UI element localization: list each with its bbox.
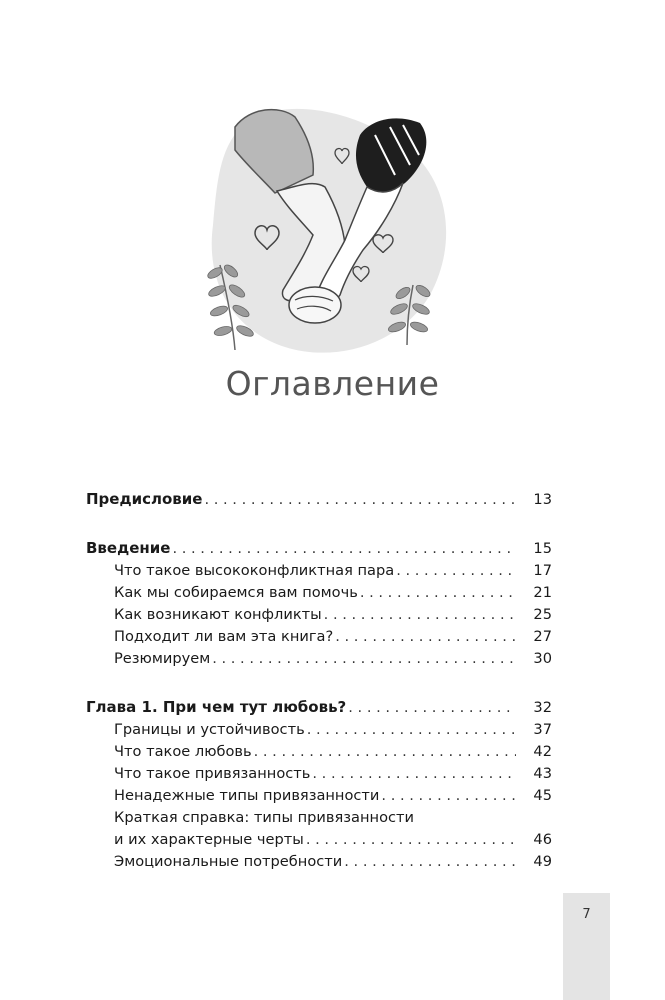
toc-entry-page: 25 [533,606,552,623]
toc-entry-title: Предисловие [86,490,203,508]
toc-entry-title: Ненадежные типы привязанности [114,787,380,804]
toc-section-entry[interactable] [86,604,552,626]
toc-dot-leader [172,538,516,560]
toc-gap [86,670,552,696]
toc-entry-page: 49 [533,853,552,870]
toc-section-entry[interactable] [86,626,552,648]
toc-entry-page: 21 [533,584,552,601]
toc-entry-label-line: Краткая справка: типы привязанности [114,809,415,826]
toc-entry-page: 46 [533,831,552,848]
toc-entry-page: 42 [533,743,552,760]
toc-chapter-entry[interactable] [86,537,552,560]
toc-entry-title: и их характерные черты [114,831,304,848]
page-number: 7 [582,907,591,922]
toc-section-entry[interactable] [86,851,552,873]
toc-section-entry[interactable] [86,560,552,582]
toc-dot-leader [204,489,516,511]
toc-entry-title: Как мы собираемся вам помочь [114,584,358,601]
toc-entry-title: Эмоциональные потребности [114,853,343,870]
toc-dot-leader [360,582,516,604]
toc-entry-title: Границы и устойчивость [114,721,305,738]
toc-gap [86,511,552,537]
toc-dot-leader [306,829,516,851]
toc-entry-page: 15 [533,540,552,557]
table-of-contents [86,488,552,873]
toc-dot-leader [335,626,516,648]
holding-hands-illustration [195,95,460,365]
toc-dot-leader [324,604,516,626]
toc-section-entry[interactable] [86,719,552,741]
toc-chapter-entry[interactable] [86,488,552,511]
toc-section-entry[interactable] [86,829,552,851]
clasped-hands-shape [289,287,341,323]
toc-entry-page: 30 [533,650,552,667]
toc-dot-leader [212,648,516,670]
toc-dot-leader [396,560,516,582]
toc-dot-leader [307,719,516,741]
toc-entry-page: 13 [533,491,552,508]
toc-section-entry[interactable] [86,785,552,807]
toc-dot-leader [348,697,516,719]
toc-entry-page: 43 [533,765,552,782]
toc-entry-page: 37 [533,721,552,738]
toc-entry-title: Резюмируем [114,650,211,667]
toc-entry-page: 27 [533,628,552,645]
toc-entry-page: 17 [533,562,552,579]
page-number-tab [563,893,610,1000]
toc-section-entry[interactable] [86,741,552,763]
toc-section-entry[interactable] [86,648,552,670]
toc-entry-title: Подходит ли вам эта книга? [114,628,334,645]
toc-entry-page: 32 [533,699,552,716]
toc-entry-title: Что такое привязанность [114,765,311,782]
toc-dot-leader [254,741,516,763]
toc-entry-page: 45 [533,787,552,804]
toc-section-entry[interactable] [86,582,552,604]
toc-entry-title: Глава 1. При чем тут любовь? [86,698,347,716]
toc-entry-title: Введение [86,539,171,557]
toc-chapter-entry[interactable] [86,696,552,719]
toc-section-entry[interactable] [86,763,552,785]
page-title: Оглавление [225,364,440,403]
toc-dot-leader [344,851,516,873]
toc-dot-leader [312,763,516,785]
toc-dot-leader [381,785,516,807]
toc-entry-title: Что такое любовь [114,743,252,760]
toc-entry-title: Что такое высококонфликтная пара [114,562,395,579]
toc-entry-title: Как возникают конфликты [114,606,322,623]
